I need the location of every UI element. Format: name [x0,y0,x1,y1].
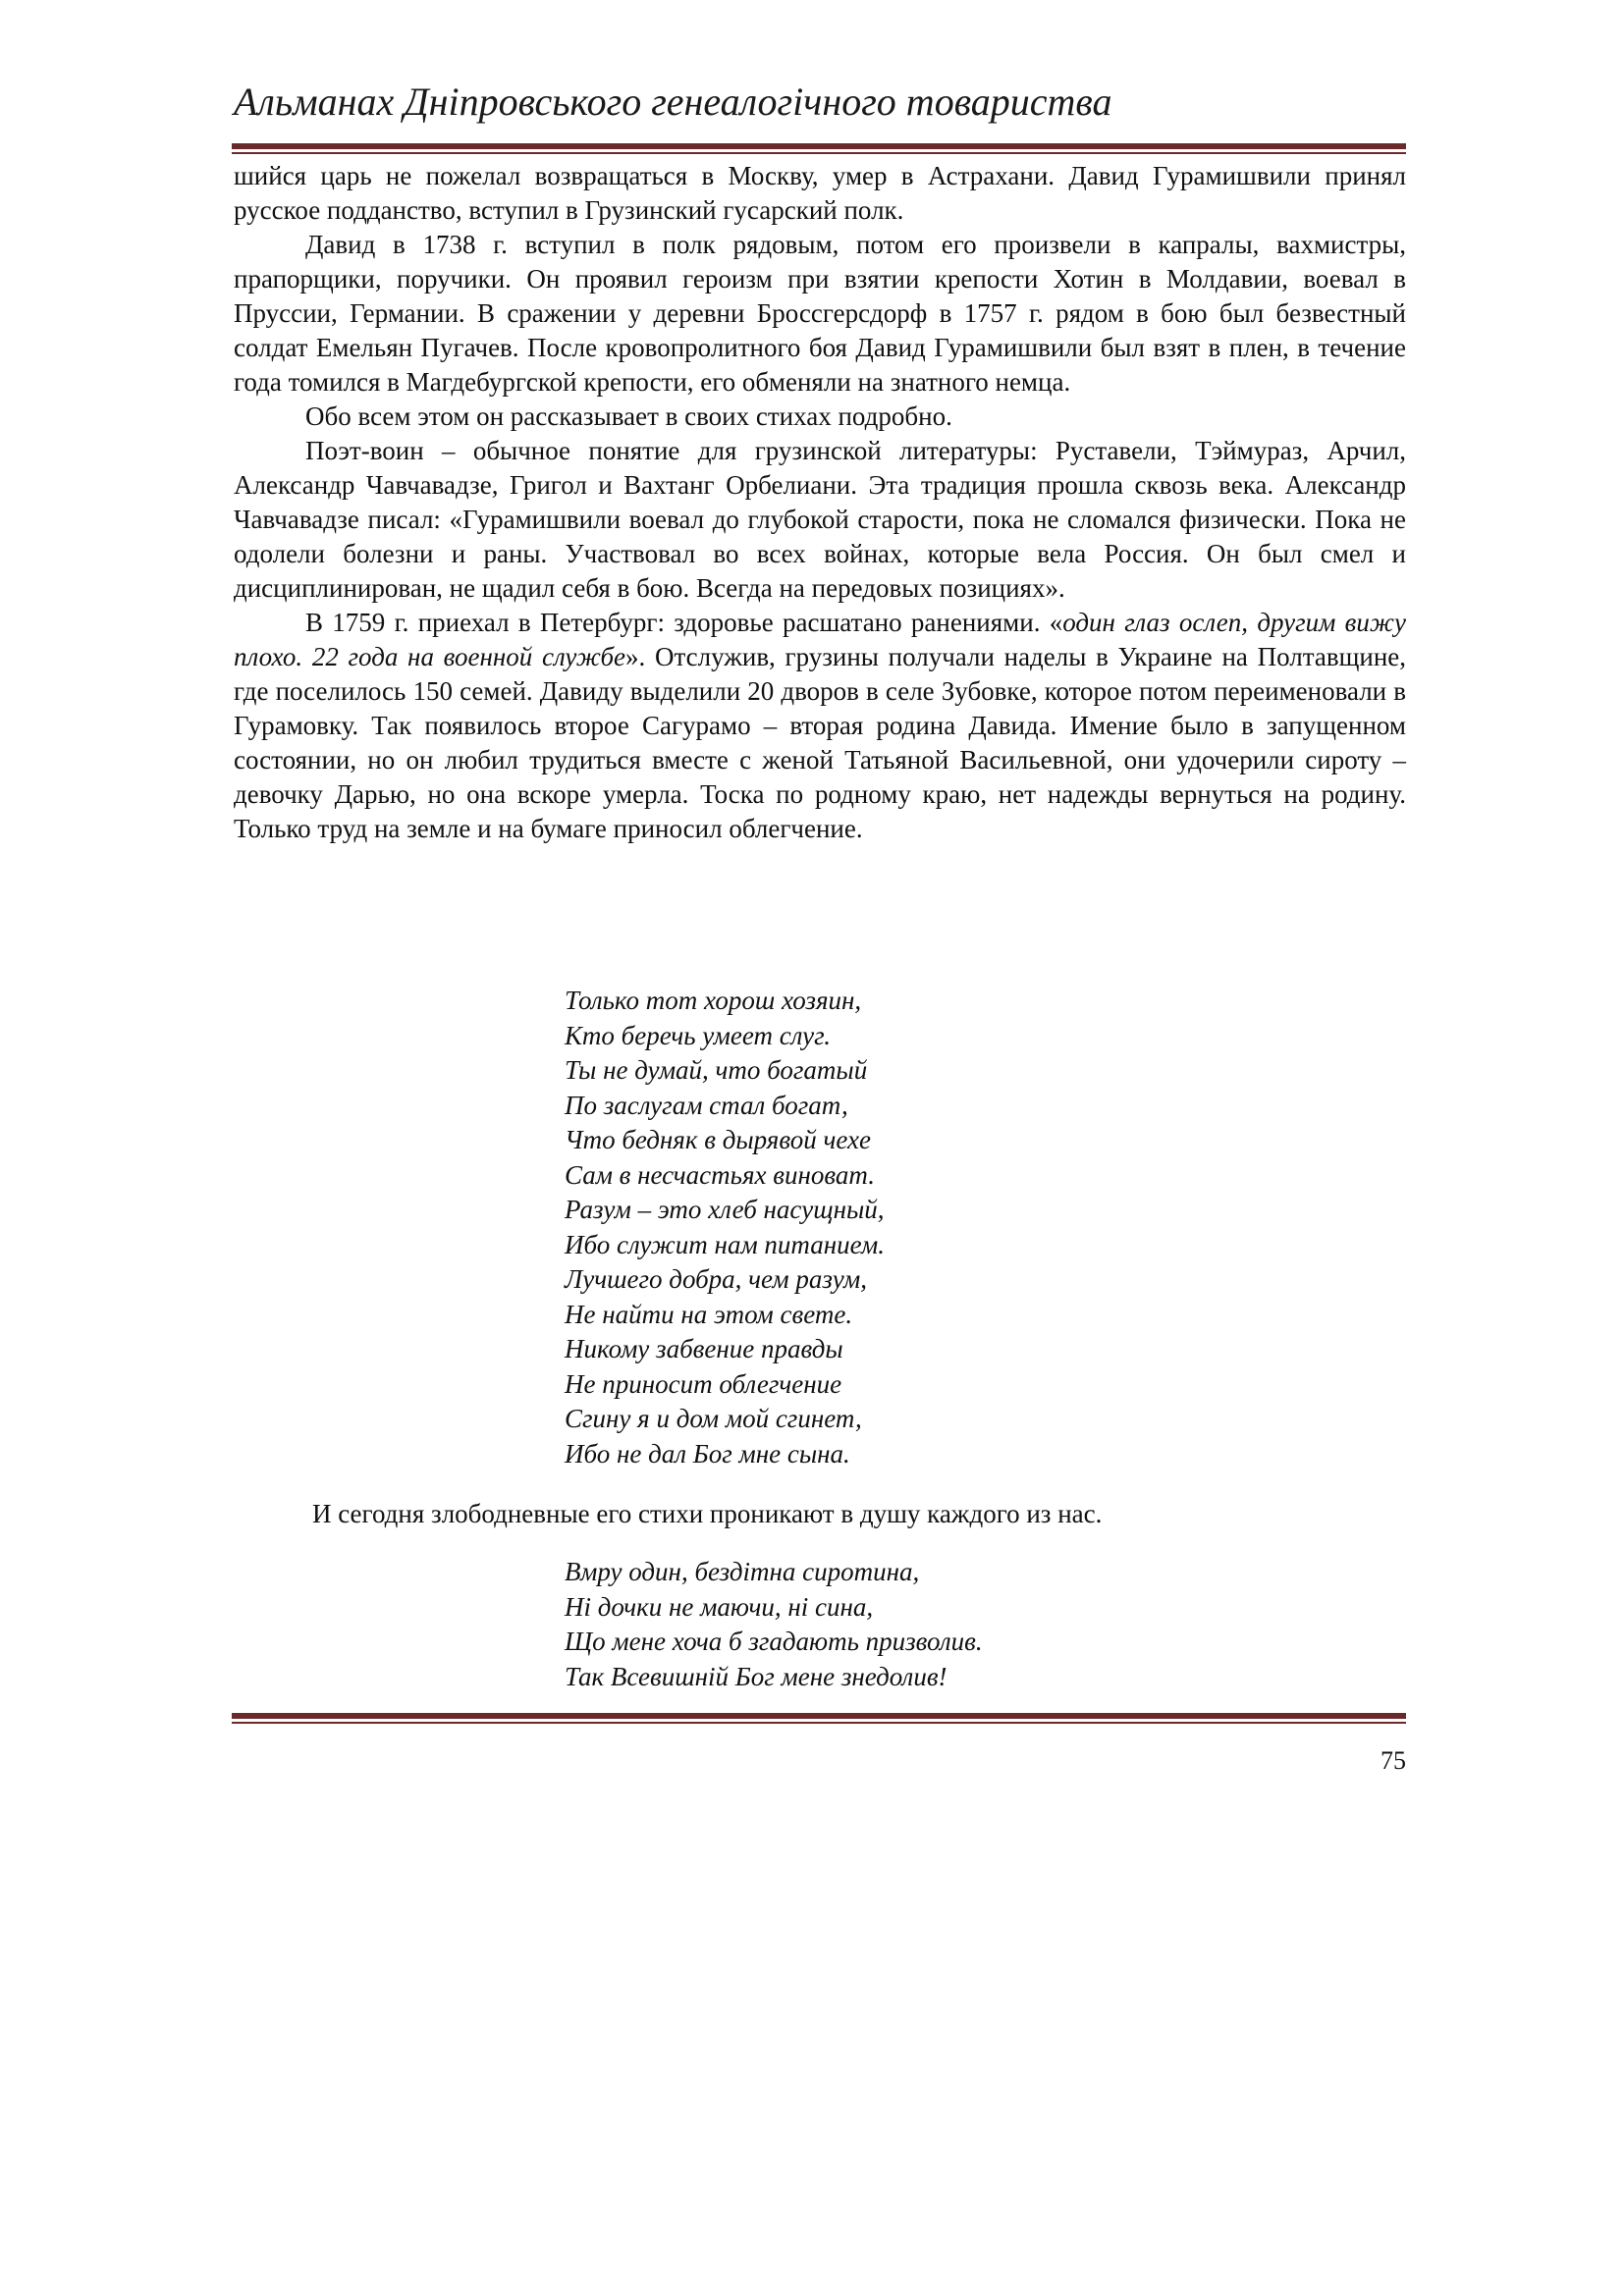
verse-line: Кто беречь умеет слуг. [565,1020,832,1050]
verse-line: Ибо служит нам питанием. [565,1229,885,1259]
verse-line: Вмру один, бездітна сиротина, [565,1557,920,1586]
header-rule [232,143,1406,154]
verse-line: Сгину я и дом мой сгинет, [565,1404,862,1433]
verse-line: По заслугам стал богат, [565,1090,848,1120]
body-text [234,159,1406,846]
verse-line: Що мене хоча б згадають призволив. [565,1627,983,1656]
verse-line: Никому забвение правды [565,1334,843,1363]
lead-sentence: И сегодня злободневные его стихи проникают в душу каждого из нас. [312,1499,1103,1528]
page-number: 75 [1380,1746,1406,1775]
footer-rule [232,1713,1406,1724]
paragraph-2: Давид в 1738 г. вступил в полк рядовым, потом его произвели в капралы, вахмистры, прапорщики, поручики. Он проявил героизм при взятии крепости Хотин в Молдавии, воевал в Пруссии, Германии. В сражении у деревни Броссгерсдорф в 1757 г. рядом в бою был безвестный солдат Емельян Пугачев. После кровопролитного боя Давид Гурамишвили был взят в плен, в течение года томился в Магдебургской крепости, его обменяли на знатного немца. [234,230,1406,397]
paragraph-4: Поэт-воин – обычное понятие для грузинской литературы: Руставели, Тэймураз, Арчил, Александр Чавчавадзе, Григол и Вахтанг Орбелиани. Эта традиция прошла сквозь века. Александр Чавчавадзе писал: «Гурамишвили воевал до глубокой старости, пока не сломался физически. Пока не одолели болезни и раны. Участвовал во всех войнах, которые вела Россия. Он был смел и дисциплинирован, не щадил себя в бою. Всегда на передовых позициях». [234,436,1406,603]
verse-line: Не найти на этом свете. [565,1299,853,1329]
verse-line: Ні дочки не маючи, ні сина, [565,1591,874,1622]
verse-line: Сам в несчастьях виноват. [565,1159,875,1190]
running-header: Альманах Дніпровського генеалогічного товариства [234,80,1112,124]
paragraph-5 [234,606,1406,846]
verse-line: Ибо не дал Бог мне сына. [565,1438,850,1468]
paragraph-5-quote: один глаз ослеп, другим вижу плохо. 22 года на военной службе [234,608,1406,671]
verse-line: Только тот хорош хозяин, [565,986,862,1015]
verse-line: Разум – это хлеб насущный, [565,1195,885,1224]
verse-line: Не приносит облегчение [565,1368,842,1399]
verse-line: Лучшего добра, чем разум, [565,1264,867,1294]
paragraph-5-start: В 1759 г. приехал в Петербург: здоровье расшатано ранениями. « [305,608,1063,637]
verse-line: Так Всевишній Бог мене знедолив! [565,1661,947,1691]
paragraph-5-rest: ». Отслужив, грузины получали наделы в Украине на Полтавщине, где поселилось 150 семей. Давиду выделили 20 дворов в селе Зубовке, которое потом переименовали в Гурамовку. Так появилось второе Сагурамо – вторая родина Давида. Имение было в запущенном состоянии, но он любил трудиться вместе с женой Татьяной Васильевной, они удочерили сироту – девочку Дарью, но она вскоре умерла. Тоска по родному краю, нет надежды вернуться на родину. Только труд на земле и на бумаге приносил облегчение. [234,642,1406,843]
verse-line: Что бедняк в дырявой чехе [565,1125,871,1154]
poem-ukrainian [565,1555,983,1694]
poem-russian [565,984,885,1471]
verse-line: Ты не думай, что богатый [565,1055,868,1085]
paragraph-1: шийся царь не пожелал возвращаться в Москву, умер в Астрахани. Давид Гурамишвили принял русское подданство, вступил в Грузинский гусарский полк. [234,161,1406,225]
paragraph-3: Обо всем этом он рассказывает в своих стихах подробно. [305,401,952,431]
